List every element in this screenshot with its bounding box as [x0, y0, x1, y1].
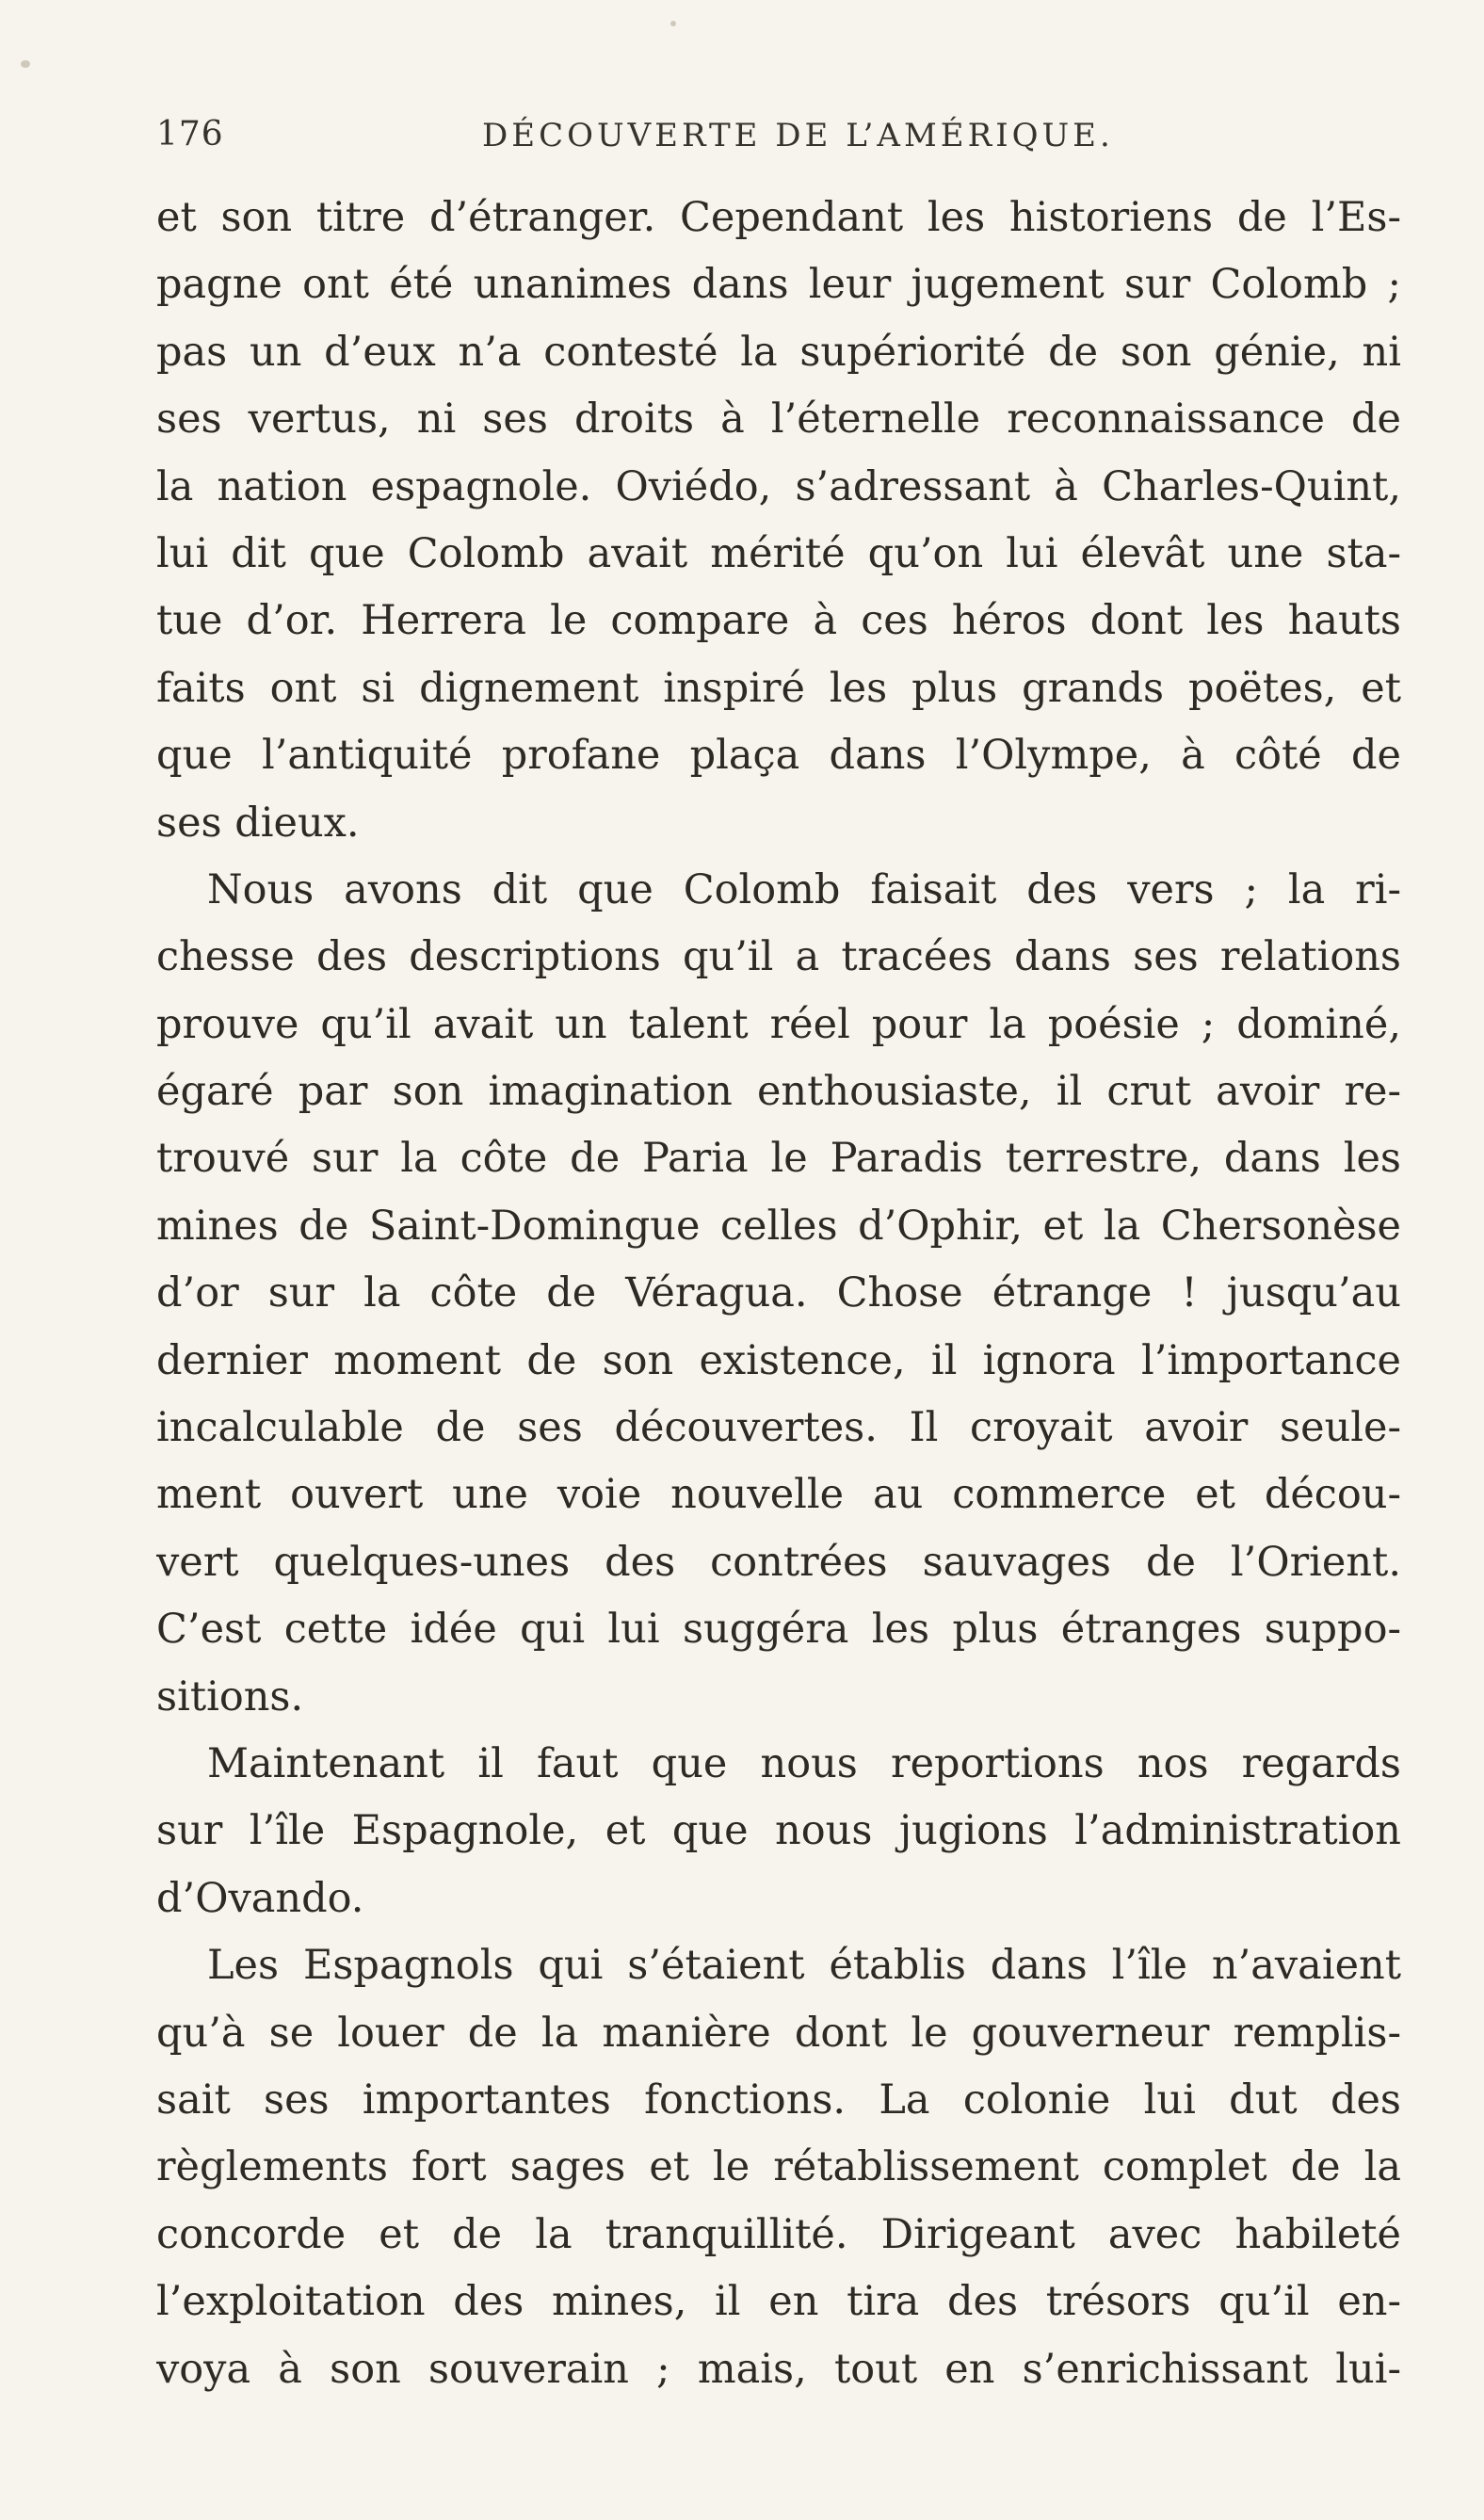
text-line: dernier moment de son existence, il ignora l’importance: [156, 1336, 1401, 1384]
text-line: pas un d’eux n’a contesté la supériorité de son génie, ni: [156, 328, 1401, 376]
page-header: [156, 115, 1401, 168]
page-number: 176: [156, 115, 224, 153]
text-line: que l’antiquité profane plaça dans l’Olympe, à côté de: [156, 732, 1401, 780]
body-text: [156, 185, 1401, 2403]
text-line: faits ont si dignement inspiré les plus grands poëtes, et: [156, 664, 1401, 712]
text-line: qu’à se louer de la manière dont le gouverneur remplis-: [156, 2009, 1401, 2057]
paragraph-first-line: Les Espagnols qui s’étaient établis dans l’île n’avaient: [207, 1942, 1401, 1990]
text-line: égaré par son imagination enthousiaste, il crut avoir re-: [156, 1068, 1401, 1116]
text-line: trouvé sur la côte de Paria le Paradis terrestre, dans les: [156, 1135, 1401, 1183]
text-line: C’est cette idée qui lui suggéra les plus étranges suppo-: [156, 1606, 1401, 1654]
text-line: l’exploitation des mines, il en tira des trésors qu’il en-: [156, 2278, 1401, 2326]
text-line: d’Ovando.: [156, 1874, 364, 1922]
text-line: vert quelques-unes des contrées sauvages de l’Orient.: [156, 1538, 1401, 1586]
text-line: sur l’île Espagnole, et que nous jugions l’administration: [156, 1807, 1401, 1855]
text-line: règlements fort sages et le rétablissement complet de la: [156, 2143, 1401, 2191]
text-line: d’or sur la côte de Véragua. Chose étrange ! jusqu’au: [156, 1269, 1401, 1317]
text-line: sitions.: [156, 1672, 304, 1720]
text-line: ses dieux.: [156, 799, 360, 847]
text-line: mines de Saint-Domingue celles d’Ophir, et la Chersonèse: [156, 1202, 1401, 1250]
text-line: sait ses importantes fonctions. La colonie lui dut des: [156, 2076, 1401, 2124]
paper-speck: [670, 21, 676, 26]
text-line: lui dit que Colomb avait mérité qu’on lui élevât une sta-: [156, 529, 1401, 577]
text-line: pagne ont été unanimes dans leur jugement sur Colomb ;: [156, 261, 1401, 309]
text-line: incalculable de ses découvertes. Il croyait avoir seule-: [156, 1404, 1401, 1452]
text-line: la nation espagnole. Oviédo, s’adressant à Charles-Quint,: [156, 462, 1401, 510]
text-line: voya à son souverain ; mais, tout en s’enrichissant lui-: [156, 2345, 1401, 2393]
text-line: concorde et de la tranquillité. Dirigeant avec habileté: [156, 2210, 1401, 2258]
text-line: chesse des descriptions qu’il a tracées dans ses relations: [156, 933, 1401, 981]
text-line: ment ouvert une voie nouvelle au commerce et décou-: [156, 1471, 1401, 1519]
text-line: ses vertus, ni ses droits à l’éternelle reconnaissance de: [156, 396, 1401, 444]
paper-speck: [21, 60, 30, 68]
running-title: DÉCOUVERTE DE L’AMÉRIQUE.: [482, 117, 1114, 154]
paragraph-first-line: Nous avons dit que Colomb faisait des vers ; la ri-: [207, 865, 1401, 913]
text-line: et son titre d’étranger. Cependant les historiens de l’Es-: [156, 194, 1401, 241]
text-line: tue d’or. Herrera le compare à ces héros dont les hauts: [156, 597, 1401, 645]
paragraph-first-line: Maintenant il faut que nous reportions nos regards: [207, 1739, 1401, 1787]
text-line: prouve qu’il avait un talent réel pour la poésie ; dominé,: [156, 1000, 1401, 1048]
